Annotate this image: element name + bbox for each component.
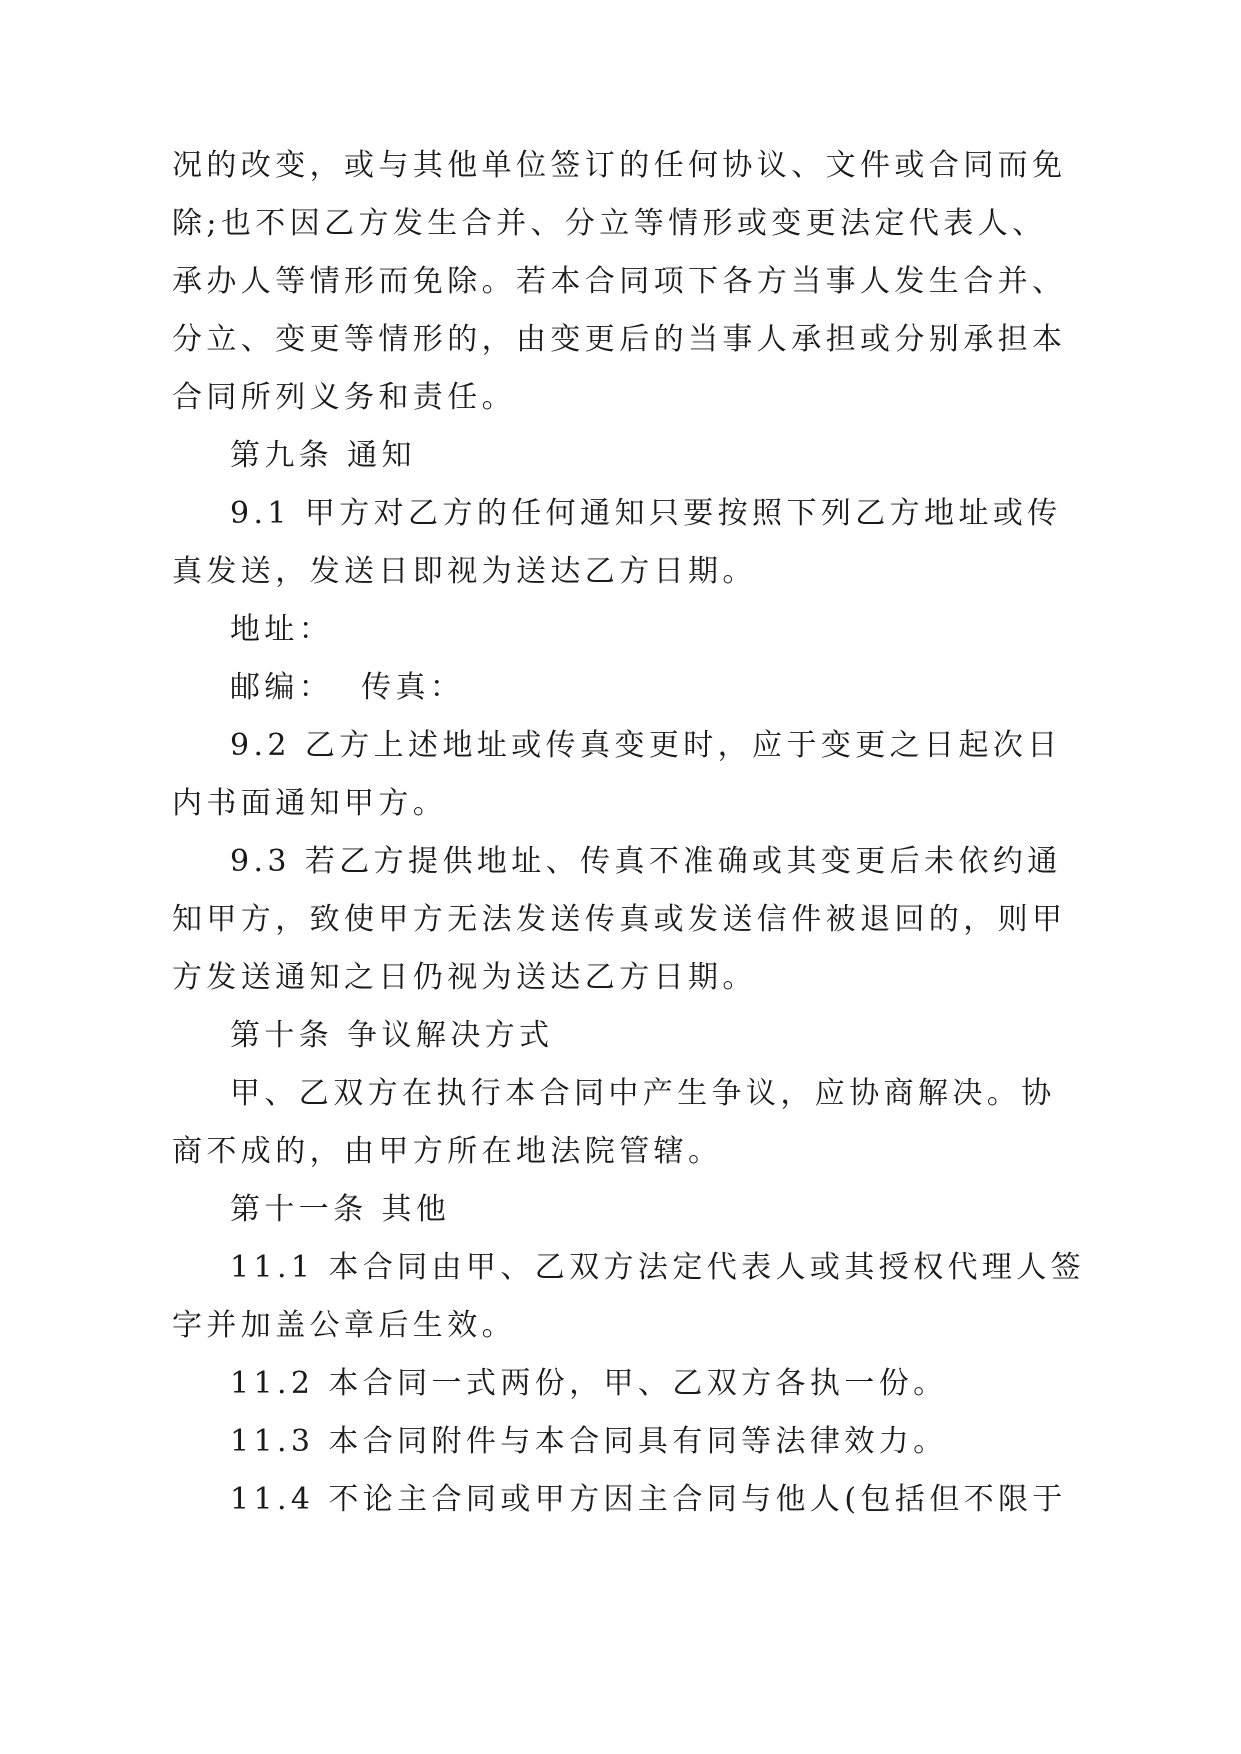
text-line: 方发送通知之日仍视为送达乙方日期。 bbox=[172, 960, 757, 995]
text-line: 甲、乙双方在执行本合同中产生争议，应协商解决。协 bbox=[230, 1076, 1056, 1111]
text-line: 内书面通知甲方。 bbox=[172, 786, 448, 821]
text-line: 商不成的，由甲方所在地法院管辖。 bbox=[172, 1134, 723, 1169]
section-heading: 第十一条 其他 bbox=[230, 1192, 451, 1227]
text-line: 真发送，发送日即视为送达乙方日期。 bbox=[172, 554, 757, 589]
text-line: 分立、变更等情形的，由变更后的当事人承担或分别承担本 bbox=[172, 322, 1067, 357]
text-line: 承办人等情形而免除。若本合同项下各方当事人发生合并、 bbox=[172, 264, 1067, 299]
text-line: 知甲方，致使甲方无法发送传真或发送信件被退回的，则甲 bbox=[172, 902, 1067, 937]
section-heading: 第九条 通知 bbox=[230, 438, 416, 473]
text-line: 除;也不因乙方发生合并、分立等情形或变更法定代表人、 bbox=[172, 206, 1047, 241]
text-line: 邮编： 传真： bbox=[230, 670, 465, 705]
text-line: 11.1 本合同由甲、乙双方法定代表人或其授权代理人签 bbox=[230, 1250, 1086, 1285]
text-line: 9.1 甲方对乙方的任何通知只要按照下列乙方地址或传 bbox=[230, 496, 1062, 531]
text-line: 况的改变，或与其他单位签订的任何协议、文件或合同而免 bbox=[172, 148, 1067, 183]
text-line: 9.3 若乙方提供地址、传真不准确或其变更后未依约通 bbox=[230, 844, 1062, 879]
text-line: 11.4 不论主合同或甲方因主合同与他人(包括但不限于 bbox=[230, 1482, 1067, 1517]
text-line: 合同所列义务和责任。 bbox=[172, 380, 516, 415]
text-line: 9.2 乙方上述地址或传真变更时，应于变更之日起次日 bbox=[230, 728, 1062, 763]
section-heading: 第十条 争议解决方式 bbox=[230, 1018, 554, 1053]
text-line: 地址： bbox=[230, 612, 334, 647]
text-line: 11.2 本合同一式两份，甲、乙双方各执一份。 bbox=[230, 1366, 948, 1401]
text-line: 11.3 本合同附件与本合同具有同等法律效力。 bbox=[230, 1424, 948, 1459]
text-line: 字并加盖公章后生效。 bbox=[172, 1308, 516, 1343]
